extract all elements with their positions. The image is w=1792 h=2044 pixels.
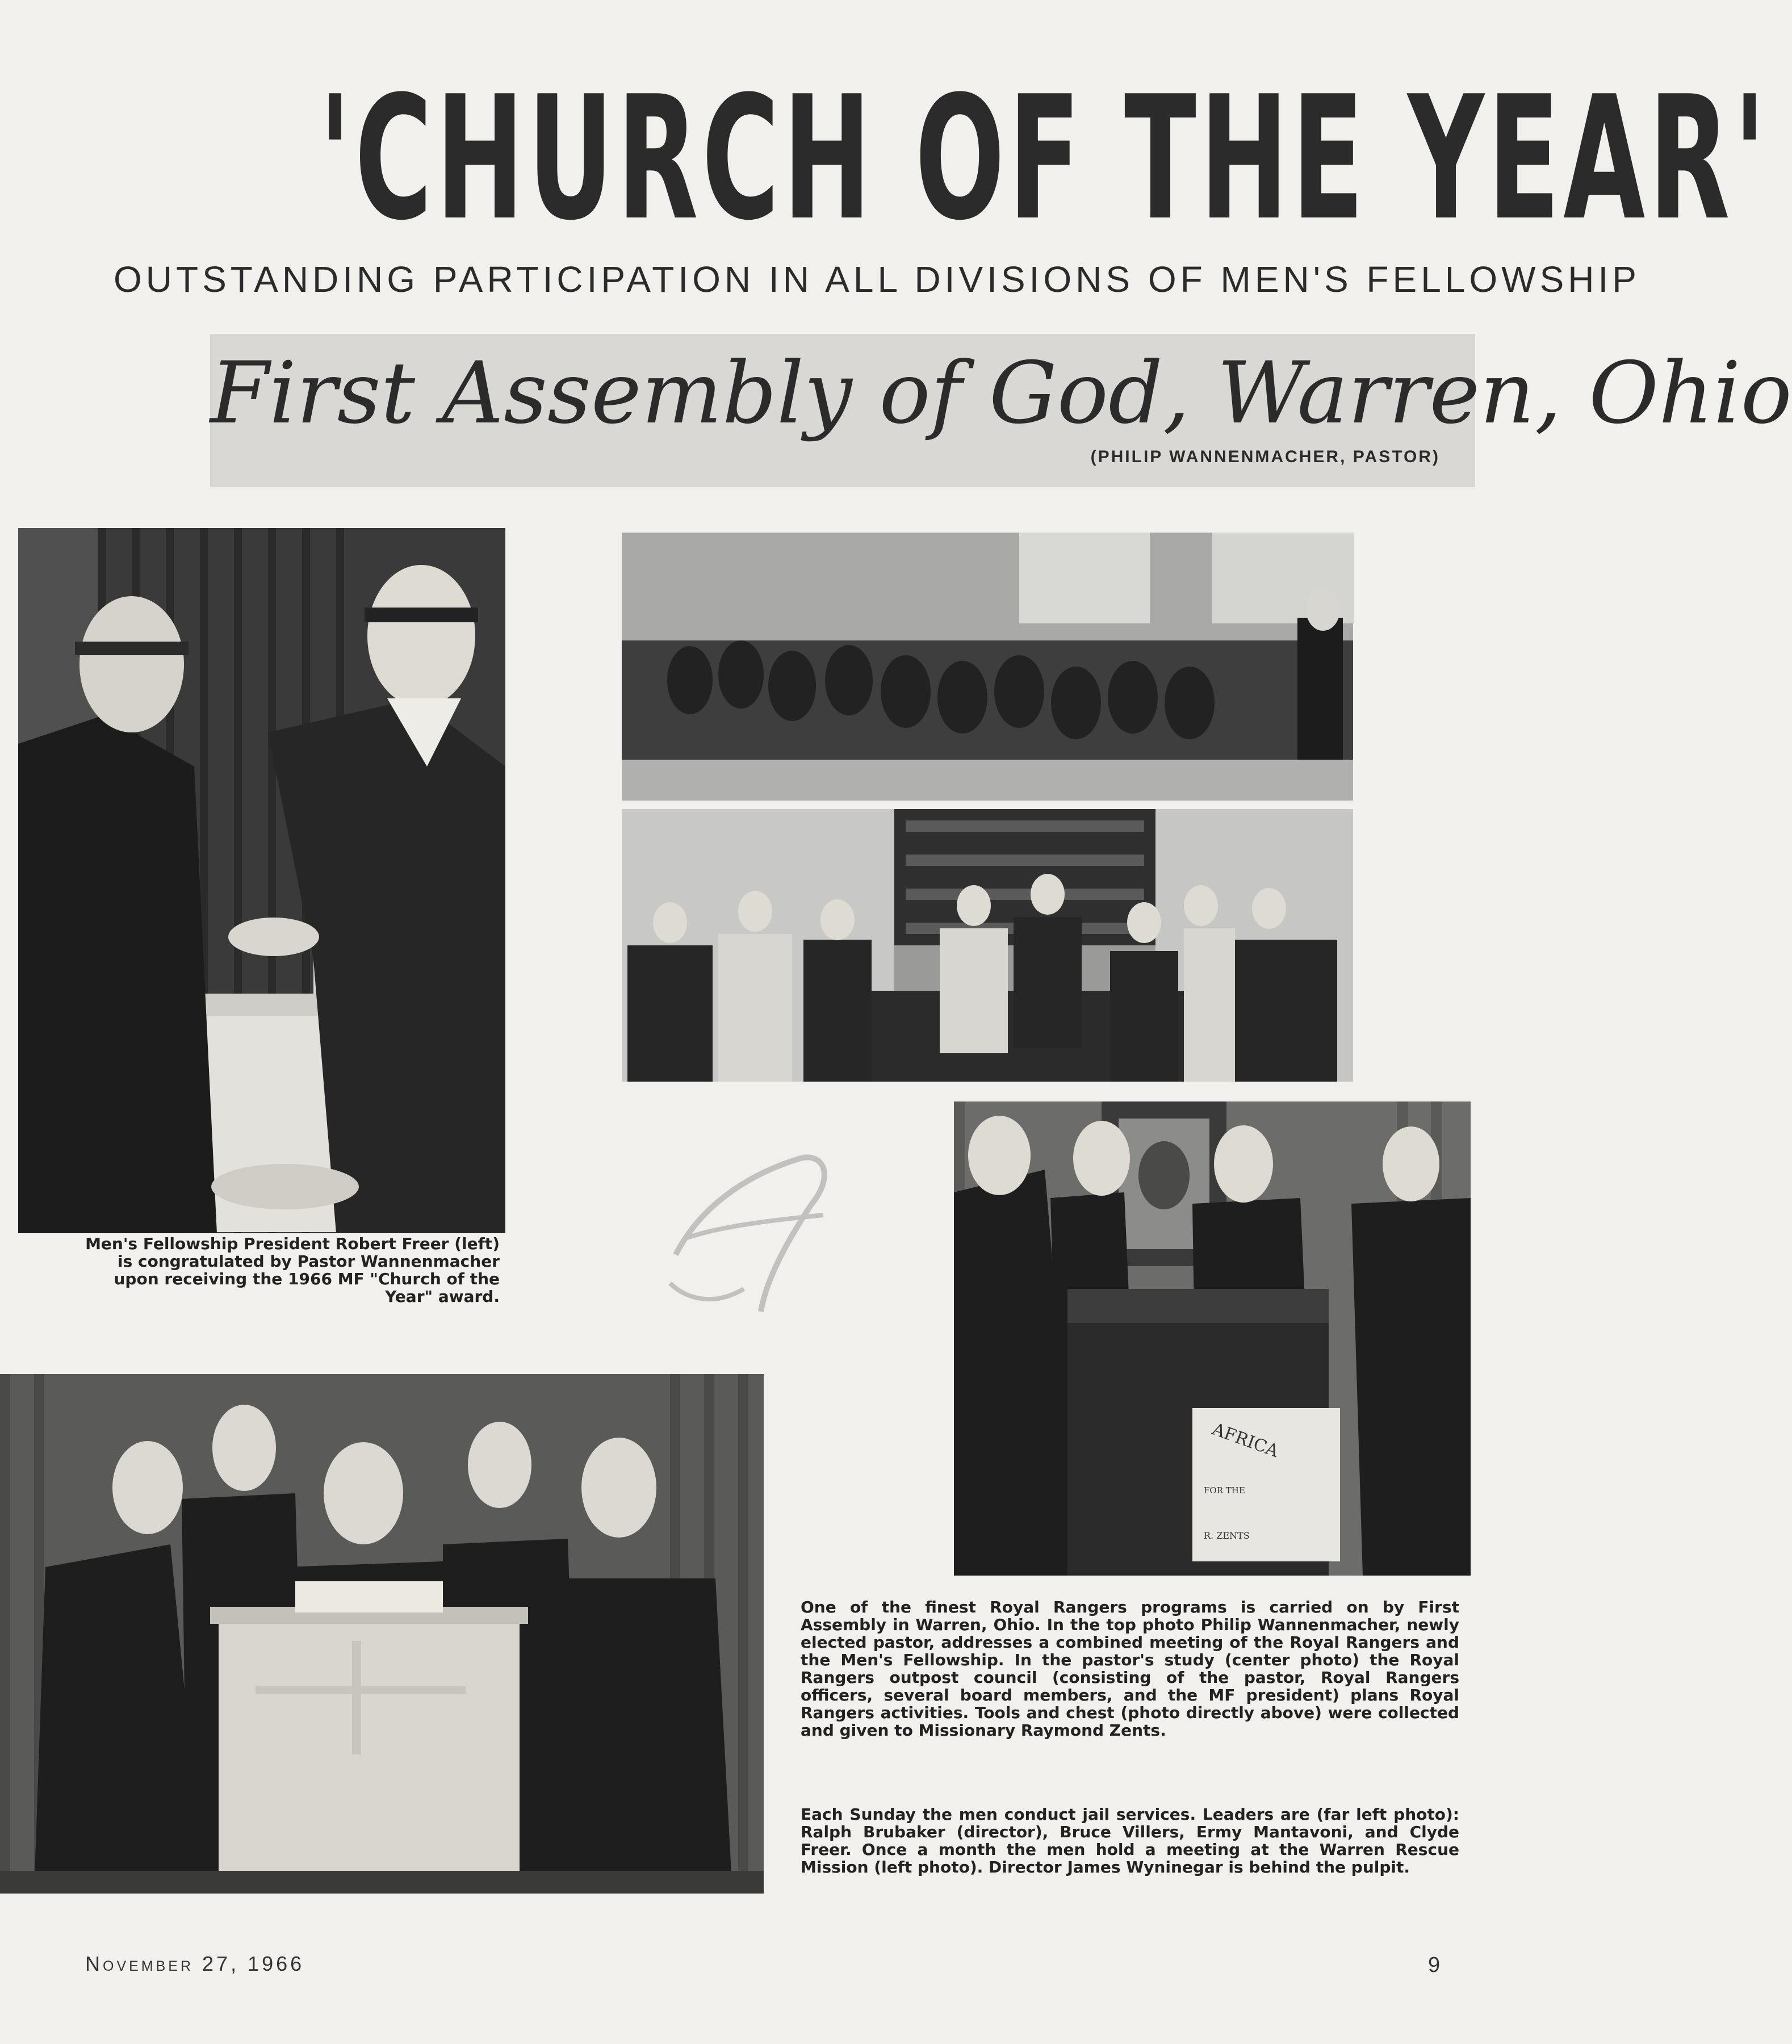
page-subtitle: OUTSTANDING PARTICIPATION IN ALL DIVISIONS OF MEN'S FELLOWSHIP xyxy=(114,259,1640,300)
sign-africa-text: AFRICA xyxy=(1209,1419,1282,1462)
photo-pastors-study xyxy=(622,809,1353,1082)
sign-name-text: R. ZENTS xyxy=(1204,1530,1250,1541)
photo-tools-chest xyxy=(954,1101,1471,1576)
page-title: 'CHURCH OF THE YEAR' xyxy=(319,60,1770,258)
sign-for-the-text: FOR THE xyxy=(1204,1485,1245,1496)
pastor-credit: (PHILIP WANNENMACHER, PASTOR) xyxy=(1090,447,1440,466)
photo-combined-meeting xyxy=(622,533,1353,801)
church-banner xyxy=(210,334,1792,487)
caption-royal-rangers: One of the finest Royal Rangers programs is carried on by First Assembly in Warren, Ohio. In the top photo Philip Wannenmacher, newly elected pastor, addresses a combined meeting of the Royal Rangers and the Men's Fellowship. In the pastor's study (center photo) the Royal Rangers outpost council (consisting of the pastor, Royal Rangers officers, several board members, and the MF president) plans Royal Rangers activities. Tools and chest (photo directly above) were collected and given to Missionary Raymond Zents. xyxy=(801,1598,1459,1740)
footer-date: November 27, 1966 xyxy=(85,1952,305,1975)
caption-jail-services: Each Sunday the men conduct jail services. Leaders are (far left photo): Ralph Brubaker (director), Bruce Villers, Ermy Mantavoni, and Clyde Freer. Once a month the men hold a meeting at the Warren Rescue Mission (left photo). Director James Wyninegar is behind the pulpit. xyxy=(801,1805,1459,1877)
caption-award: Men's Fellowship President Robert Freer (left) is congratulated by Pastor Wannenmacher upon receiving the 1966 MF "Church of the Year" award. xyxy=(85,1234,500,1306)
photo-rescue-mission xyxy=(0,1374,764,1894)
page-number: 9 xyxy=(1428,1953,1441,1977)
church-name: First Assembly of God, Warren, Ohio xyxy=(210,344,1792,443)
mf-logo-icon xyxy=(653,1141,846,1323)
photo-handshake xyxy=(18,528,505,1233)
